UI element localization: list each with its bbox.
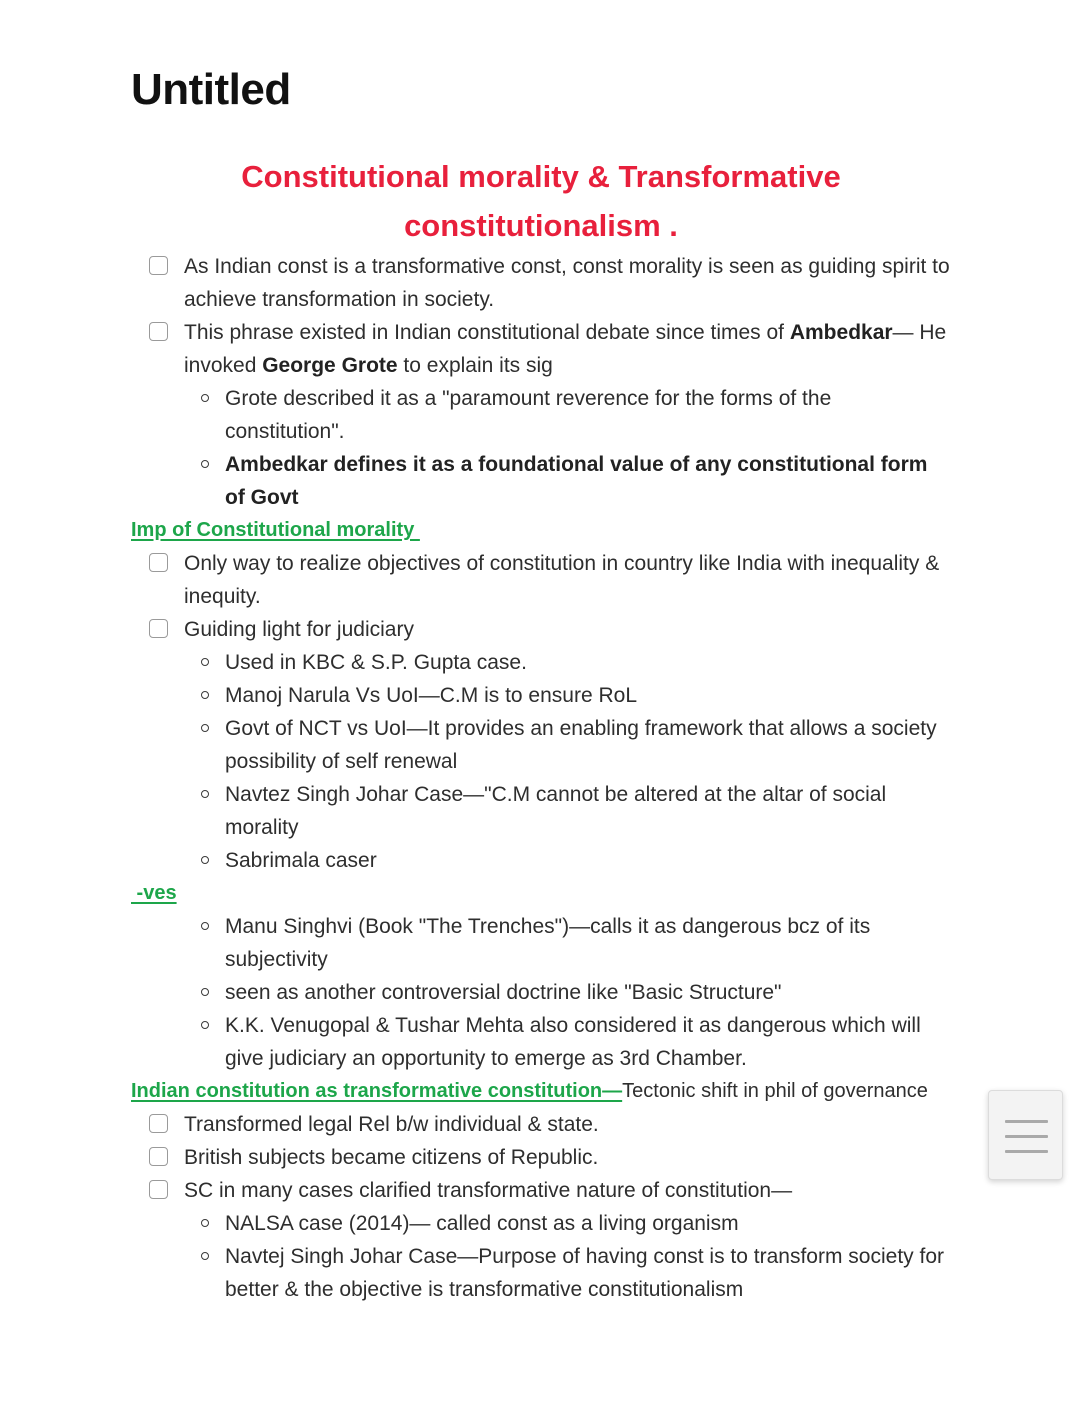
- document-page: [131, 62, 951, 1306]
- checkbox[interactable]: [149, 1180, 168, 1199]
- sub-list-item-text: Govt of NCT vs UoI—It provides an enabling framework that allows a society possibility of self renewal: [225, 717, 937, 773]
- checkbox[interactable]: [149, 619, 168, 638]
- sub-list-item: [131, 646, 951, 679]
- sub-list-item-text: Grote described it as a "paramount reverence for the forms of the constitution".: [225, 387, 832, 443]
- checkbox[interactable]: [149, 1147, 168, 1166]
- sub-list-item-text: Manu Singhvi (Book "The Trenches")—calls it as dangerous bcz of its subjectivity: [225, 915, 871, 971]
- sub-list-item-text: K.K. Venugopal & Tushar Mehta also considered it as dangerous which will give judiciary an opportunity to emerge as 3rd Chamber.: [225, 1014, 921, 1070]
- sub-list-item: [131, 382, 951, 448]
- sub-list-item-text: seen as another controversial doctrine like "Basic Structure": [225, 981, 782, 1004]
- sub-list-item-text: Navtej Singh Johar Case—Purpose of having const is to transform society for better & the objective is transformative constitutionalism: [225, 1245, 945, 1301]
- circle-bullet-icon: [201, 724, 209, 732]
- circle-bullet-icon: [201, 790, 209, 798]
- sub-list-item-text: NALSA case (2014)— called const as a living organism: [225, 1212, 739, 1235]
- sub-list-item: [131, 1240, 951, 1306]
- sub-list-item: [131, 778, 951, 844]
- list-item: [131, 250, 951, 316]
- sub-list-item: [131, 844, 951, 877]
- list-item: [131, 1108, 951, 1141]
- list-item: [131, 1141, 951, 1174]
- sub-list-item: [131, 679, 951, 712]
- sub-list-item-text: Used in KBC & S.P. Gupta case.: [225, 651, 527, 674]
- list-item: [131, 1174, 951, 1207]
- list-item-text: This phrase existed in Indian constitutional debate since times of Ambedkar— He invoked George Grote to explain its sig: [184, 321, 947, 377]
- section-heading-importance: Imp of Constitutional morality: [131, 519, 420, 541]
- document-title: Untitled: [131, 65, 291, 114]
- section-heading-link: Indian constitution as transformative constitution—: [131, 1080, 623, 1102]
- list-item-text: As Indian const is a transformative const, const morality is seen as guiding spirit to achieve transformation in society.: [184, 255, 950, 311]
- circle-bullet-icon: [201, 922, 209, 930]
- list-item-text: Guiding light for judiciary: [184, 618, 414, 641]
- sub-list-item: [131, 1207, 951, 1240]
- checkbox[interactable]: [149, 256, 168, 275]
- list-item-text: Transformed legal Rel b/w individual & state.: [184, 1113, 599, 1136]
- sub-list-item-text: Navtez Singh Johar Case—"C.M cannot be altered at the altar of social morality: [225, 783, 887, 839]
- checkbox[interactable]: [149, 322, 168, 341]
- circle-bullet-icon: [201, 1219, 209, 1227]
- menu-button[interactable]: [988, 1090, 1063, 1180]
- section-heading-rest: Tectonic shift in phil of governance: [622, 1080, 928, 1102]
- circle-bullet-icon: [201, 988, 209, 996]
- sub-list-item: [131, 910, 951, 976]
- list-item: [131, 316, 951, 382]
- main-heading: Constitutional morality & Transformative constitutionalism .: [241, 159, 841, 243]
- section-heading-transformative: [131, 1075, 951, 1108]
- circle-bullet-icon: [201, 460, 209, 468]
- circle-bullet-icon: [201, 1252, 209, 1260]
- checkbox[interactable]: [149, 1114, 168, 1133]
- sub-list-item-text: Manoj Narula Vs UoI—C.M is to ensure RoL: [225, 684, 637, 707]
- circle-bullet-icon: [201, 856, 209, 864]
- sub-list-item-text: Ambedkar defines it as a foundational value of any constitutional form of Govt: [225, 453, 928, 509]
- circle-bullet-icon: [201, 1021, 209, 1029]
- sub-list-item: [131, 712, 951, 778]
- circle-bullet-icon: [201, 658, 209, 666]
- list-item-text: SC in many cases clarified transformative nature of constitution—: [184, 1179, 793, 1202]
- sub-list-item: [131, 448, 951, 514]
- list-item-text: Only way to realize objectives of constitution in country like India with inequality & inequity.: [184, 552, 940, 608]
- sub-list-item: [131, 976, 951, 1009]
- sub-list-item: [131, 1009, 951, 1075]
- sub-list-item-text: Sabrimala caser: [225, 849, 377, 872]
- section-heading-negatives: -ves: [131, 882, 177, 904]
- circle-bullet-icon: [201, 394, 209, 402]
- list-item: [131, 547, 951, 613]
- list-item: [131, 613, 951, 646]
- circle-bullet-icon: [201, 691, 209, 699]
- checkbox[interactable]: [149, 553, 168, 572]
- list-item-text: British subjects became citizens of Republic.: [184, 1146, 599, 1169]
